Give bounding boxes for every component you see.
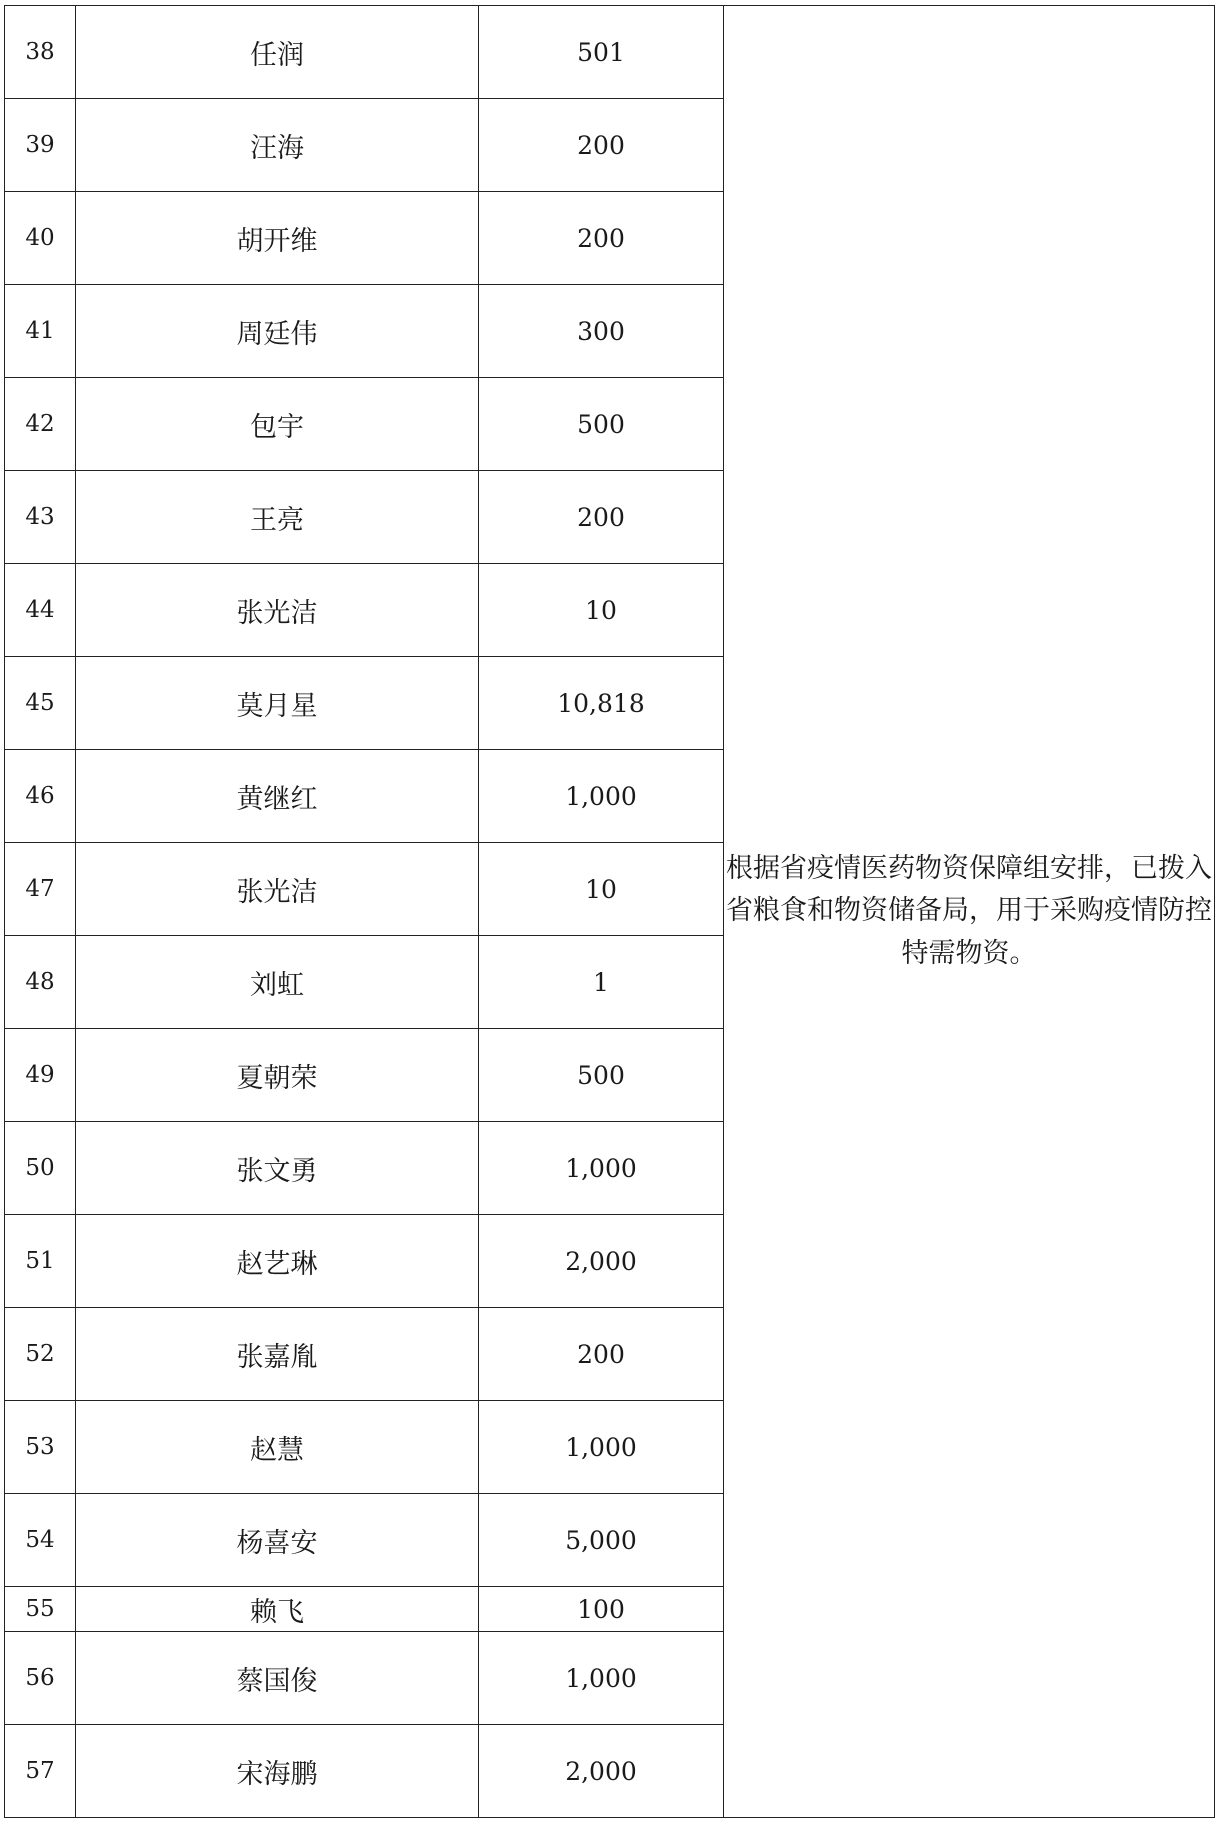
donor-name: 宋海鹏	[76, 1725, 479, 1818]
donor-name: 张文勇	[76, 1122, 479, 1215]
row-index: 38	[5, 6, 76, 99]
table-row	[5, 6, 1215, 99]
donation-amount: 200	[479, 192, 724, 285]
donor-name: 任润	[76, 6, 479, 99]
donor-name: 赵慧	[76, 1401, 479, 1494]
donation-amount: 300	[479, 285, 724, 378]
donor-name: 胡开维	[76, 192, 479, 285]
donor-name: 夏朝荣	[76, 1029, 479, 1122]
row-index: 46	[5, 750, 76, 843]
donation-table-body	[5, 6, 1215, 1818]
donor-name: 张光洁	[76, 564, 479, 657]
row-index: 54	[5, 1494, 76, 1587]
row-index: 55	[5, 1587, 76, 1632]
row-index: 53	[5, 1401, 76, 1494]
row-index: 49	[5, 1029, 76, 1122]
donor-name: 周廷伟	[76, 285, 479, 378]
row-index: 43	[5, 471, 76, 564]
row-index: 40	[5, 192, 76, 285]
donation-amount: 200	[479, 471, 724, 564]
donor-name: 张光洁	[76, 843, 479, 936]
donation-amount: 2,000	[479, 1215, 724, 1308]
donor-name: 赖飞	[76, 1587, 479, 1632]
row-index: 44	[5, 564, 76, 657]
donation-amount: 200	[479, 99, 724, 192]
donation-amount: 1,000	[479, 1632, 724, 1725]
donor-name: 蔡国俊	[76, 1632, 479, 1725]
donation-amount: 10,818	[479, 657, 724, 750]
donation-table	[4, 5, 1215, 1818]
row-index: 47	[5, 843, 76, 936]
donation-amount: 10	[479, 843, 724, 936]
donation-amount: 501	[479, 6, 724, 99]
donation-amount: 1	[479, 936, 724, 1029]
row-index: 42	[5, 378, 76, 471]
donation-amount: 100	[479, 1587, 724, 1632]
row-index: 45	[5, 657, 76, 750]
donor-name: 汪海	[76, 99, 479, 192]
allocation-note: 根据省疫情医药物资保障组安排，已拨入省粮食和物资储备局，用于采购疫情防控特需物资。	[724, 6, 1215, 1818]
row-index: 48	[5, 936, 76, 1029]
donor-name: 包宇	[76, 378, 479, 471]
donation-amount: 10	[479, 564, 724, 657]
row-index: 56	[5, 1632, 76, 1725]
donation-amount: 1,000	[479, 1122, 724, 1215]
row-index: 50	[5, 1122, 76, 1215]
row-index: 41	[5, 285, 76, 378]
row-index: 52	[5, 1308, 76, 1401]
donation-amount: 2,000	[479, 1725, 724, 1818]
donation-amount: 200	[479, 1308, 724, 1401]
donation-amount: 5,000	[479, 1494, 724, 1587]
donor-name: 杨喜安	[76, 1494, 479, 1587]
donor-name: 赵艺琳	[76, 1215, 479, 1308]
donor-name: 王亮	[76, 471, 479, 564]
donation-amount: 1,000	[479, 1401, 724, 1494]
donation-amount: 500	[479, 1029, 724, 1122]
donation-amount: 500	[479, 378, 724, 471]
row-index: 57	[5, 1725, 76, 1818]
donation-amount: 1,000	[479, 750, 724, 843]
donor-name: 莫月星	[76, 657, 479, 750]
donor-name: 张嘉胤	[76, 1308, 479, 1401]
donor-name: 黄继红	[76, 750, 479, 843]
row-index: 39	[5, 99, 76, 192]
row-index: 51	[5, 1215, 76, 1308]
donor-name: 刘虹	[76, 936, 479, 1029]
